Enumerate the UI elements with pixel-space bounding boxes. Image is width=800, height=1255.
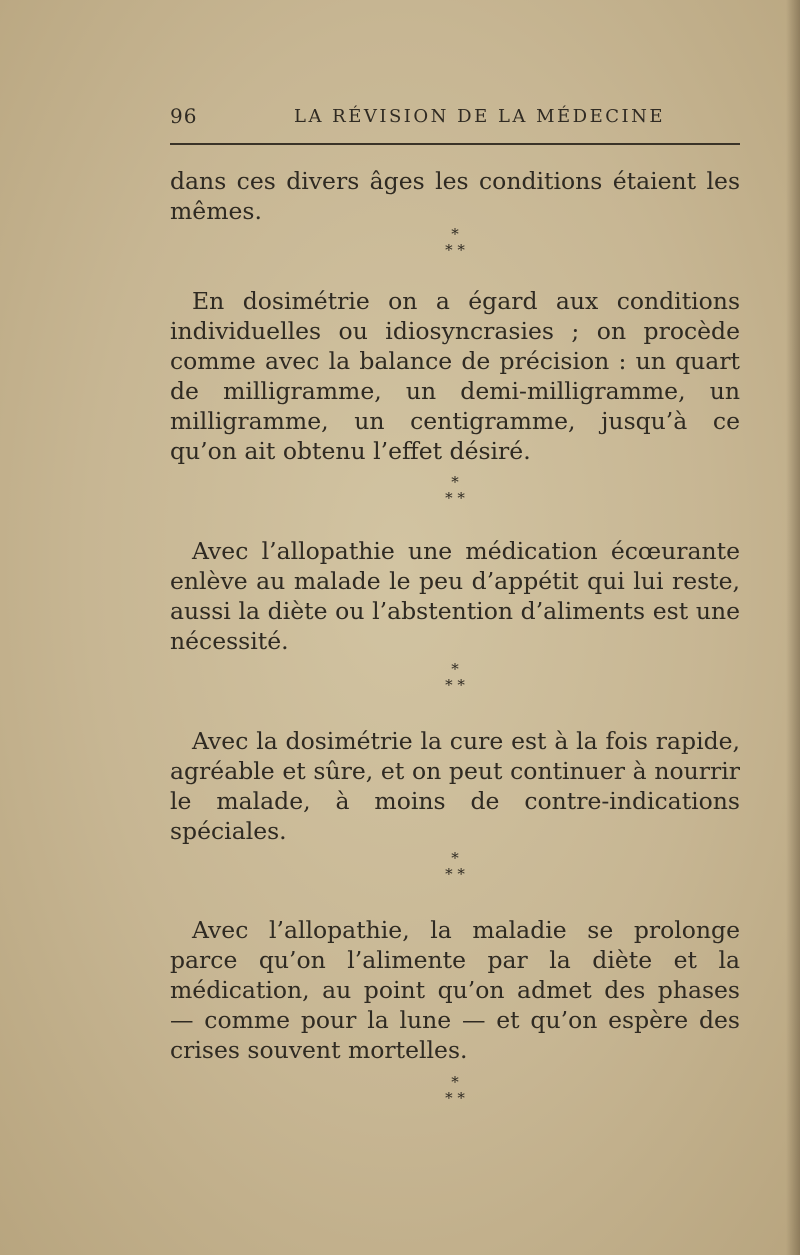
asterism-top: * <box>451 473 459 491</box>
asterism-bottom: * * <box>445 489 465 507</box>
asterism-top: * <box>451 225 459 243</box>
asterism-bottom: * * <box>445 1089 465 1107</box>
asterism-2 <box>420 474 490 506</box>
page-edge-shadow <box>786 0 800 1255</box>
paragraph-5: Avec l’allopathie, la maladie se prolonge parce qu’on l’alimente par la diète et la médication, au point qu’on admet des phases — comme pour la lune — et qu’on espère des crises souvent mortelles. <box>170 916 740 1064</box>
asterism-top: * <box>451 1073 459 1091</box>
asterism-1 <box>420 226 490 258</box>
paragraph-2: En dosimétrie on a égard aux conditions individuelles ou idiosyncrasies ; on procède comme avec la balance de précision : un quart de milligramme, un demi-milligramme, un milligramme, un centigramme, jusqu’à ce qu’on ait obtenu l’effet désiré. <box>170 287 740 465</box>
asterism-top: * <box>451 660 459 678</box>
asterism-5 <box>420 1074 490 1106</box>
asterism-top: * <box>451 849 459 867</box>
asterism-4 <box>420 850 490 882</box>
page-header <box>170 104 740 134</box>
running-title: LA RÉVISION DE LA MÉDECINE <box>294 106 666 127</box>
paragraph-1: dans ces divers âges les conditions étaient les mêmes. <box>170 167 740 225</box>
header-rule <box>170 143 740 145</box>
asterism-bottom: * * <box>445 865 465 883</box>
asterism-bottom: * * <box>445 676 465 694</box>
asterism-bottom: * * <box>445 241 465 259</box>
paragraph-4: Avec la dosimétrie la cure est à la fois rapide, agréable et sûre, et on peut continuer à nourrir le malade, à moins de contre-indications spéciales. <box>170 727 740 845</box>
asterism-3 <box>420 661 490 693</box>
paragraph-3: Avec l’allopathie une médication écœurante enlève au malade le peu d’appétit qui lui reste, aussi la diète ou l’abstention d’aliments est une nécessité. <box>170 537 740 655</box>
page-number: 96 <box>170 104 198 128</box>
